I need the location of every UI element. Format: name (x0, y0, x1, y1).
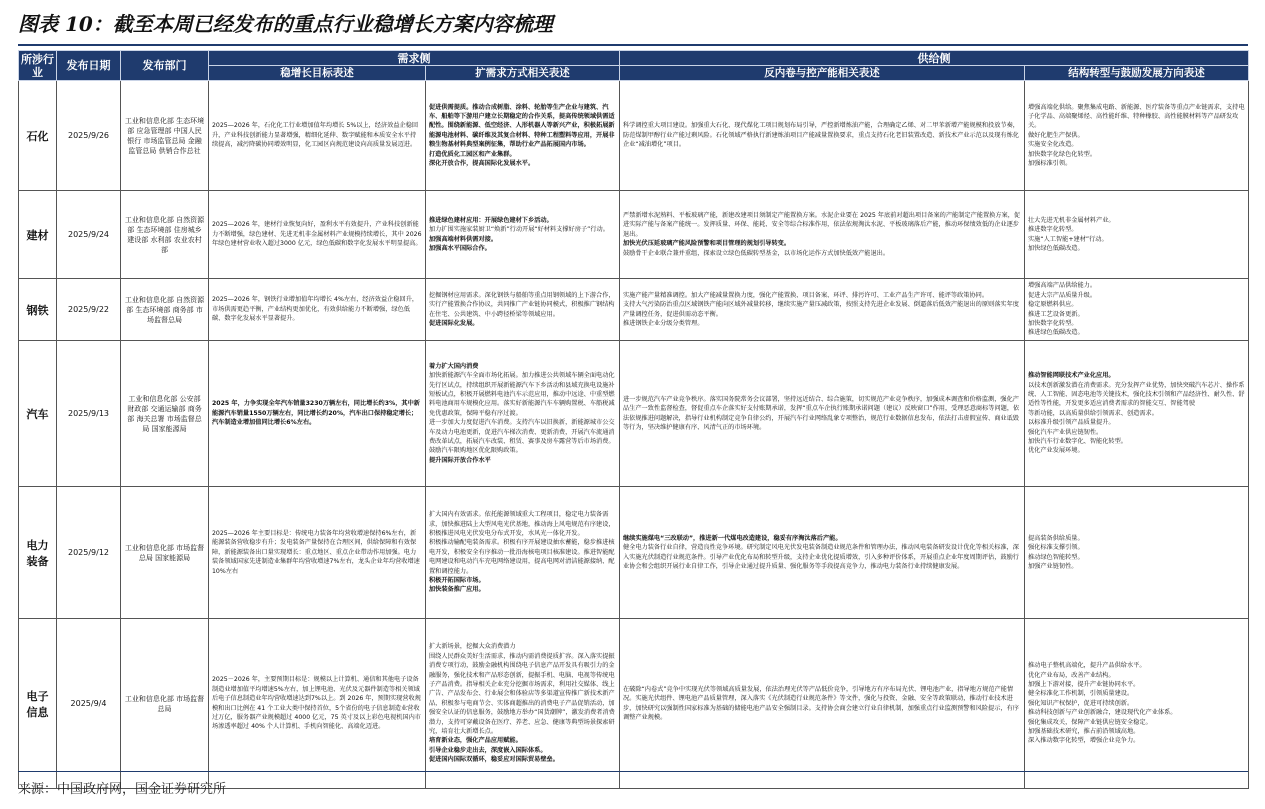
table-row (19, 341, 1249, 487)
industry-cell: 建材 (19, 191, 57, 279)
structure-text: 加快绿色低碳改造。 (1028, 244, 1084, 252)
target-text: 2025－2026 年，主要预期目标是：规模以上计算机、通信和其他电子设备制造业增加值平均增速5%左右，加上锂电池、光伏及元器件制造等相关领域后电子信息制造业年均营收增速达到7%以上。到 2026 年，预期实现营收规模和出口比例在 41 个工业大类中保持首位，5个省份的电子信息制造业营收过万亿，服务器产业规模超过 4000 亿元，75 英寸及以上彩色电视机国内市场渗透率超过 40% 个人计算机、手机向智能化、高端化迈进。 (212, 676, 421, 731)
industry-cell: 汽车 (19, 341, 57, 487)
structure-text: 强化标准支撑引领。 (1028, 544, 1084, 552)
expand-text: 引导企业稳步走出去，深度嵌入国际体系。 (429, 746, 547, 754)
header-anti: 反内卷与控产能相关表述 (620, 66, 1025, 81)
industry-cell: 电子信息 (19, 619, 57, 789)
anti-text: 加快光伏压延玻璃产能风险预警和项目管理的规划引导转变。 (623, 240, 791, 248)
anti-text: 鼓励骨干企业联合兼并重组，探索设立绿色低碳转型基金，以市场化运作方式加快低效产能退出。 (623, 249, 890, 257)
target-cell (209, 191, 426, 279)
dept-cell: 工业和信息化部 自然资源部 生态环境部 商务部 市场监督总局 (121, 279, 209, 341)
expand-text: 扩大新场景，挖掘大众消费潜力 (429, 643, 516, 651)
structure-text: 稳定原燃料供应。 (1028, 301, 1078, 309)
structure-text: 等新功能，以高质量供给引领需求、创造需求。 (1028, 409, 1158, 417)
anti-text: 支持大气污染防治重点区域钢铁产能向区域外减量转移，继续实施产量压减政策，按照支持先进企业发展、倒逼落后低效产能退出的原则落实年度产量调控任务，促进供需动态平衡。 (623, 301, 1019, 318)
anti-text: 继续实施煤电“三改联动”，推进新一代煤电改造建设，稳妥有序淘汰落后产能。 (623, 534, 842, 542)
target-cell (209, 341, 426, 487)
industry-cell: 电力装备 (19, 487, 57, 619)
structure-text: 实施安全化改造。 (1028, 141, 1078, 149)
structure-text: 以标准升级引领产品质量提升。 (1028, 419, 1115, 427)
structure-text: 加强基础技术研究，推占前沿领域高地。 (1028, 728, 1140, 736)
anti-cell (620, 279, 1025, 341)
target-cell (209, 279, 426, 341)
anti-text: 严禁新增水泥熟料、平板玻璃产能，新建改建项目须制定产能置换方案。水泥企业要在 2025 年底前对超出项目备案的产能制定产能置换方案，促进实际产能与备案产能统一。发挥质量、环保、能耗、安全等综合标准作用，依法依规淘汰水泥、平板玻璃落后产能，推动环保绩效低的企业逐步退出。 (623, 211, 1021, 238)
structure-text: 加强标准引领。 (1028, 160, 1072, 168)
structure-text: 加快数字化转型。 (1028, 319, 1078, 327)
structure-text: 优化产业布局，改善产业结构。 (1028, 671, 1115, 679)
date-cell: 2025/9/26 (57, 81, 121, 191)
expand-text: 提升国际开放合作水平 (429, 456, 491, 464)
target-text: 2025—2026 年，钢铁行业增加值年均增长 4%左右，经济效益企稳回升，市场供需更趋平衡，产业结构更加优化，有效供给能力不断增强，绿色低碳、数字化发展水平显著提升。 (212, 296, 419, 323)
anti-text: 推进钢铁企业分级分类管理。 (623, 319, 704, 327)
structure-text: 加快汽车行业数字化、智能化转型。 (1028, 438, 1127, 446)
anti-cell (620, 191, 1025, 279)
dept-cell: 工业和信息化部 市场监督总局 国家能源局 (121, 487, 209, 619)
structure-text: 健全标准化工作机制，引领质量建设。 (1028, 690, 1134, 698)
title-rule (18, 44, 1248, 46)
target-text: 2025 年，力争实现全年汽车销量3230万辆左右，同比增长约3%，其中新能源汽车销量1550万辆左右，同比增长约20%，汽车出口保持稳定增长；汽车制造业增加值同比增长6%左右。 (212, 400, 420, 427)
expand-text: 积极推动输配电装备需求。积极有序开展建设抽水蓄能，稳步推进核电开发，积极安全有序推动一批沿海核电项目核准建设。推进智能配电网建设和电动汽车充电网络建设用，提高电网对清洁能源接纳、配置和调控能力。 (429, 539, 615, 575)
anti-text: 进一步规范汽车产业竞争秩序。落实国务院常务会议部署，坚持远近结合、综合施策，切实规范产业竞争秩序，加强成本调查和价格监测，强化产品生产一致性监督检查，督促重点车企落实好支付账期承诺，发挥“重点车企执行账期承诺问题（建议）反映窗口”作用，受理恶意商标等问题，依法依规推进问题解决，指导行业机构制定竞争自律公约，开展汽车行业网络乱象专项整治，规范行业数据信息发布，依法打击虚假宣传、商业诋毁等行为，坚决维护健康有序、风清气正的市场环境。 (623, 395, 1020, 431)
expand-text: 进一步加大力度促进汽车消费。支持汽车以旧换新，新能源城市公交车及动力电池更新，促进汽车梯次消费、更新消费，开展汽车流通消费改革试点，拓展汽车改装、租赁、赛事及房车露营等后市场消费。鼓励汽车限购地区优化限购政策。 (429, 419, 615, 455)
structure-text: 壮大先进无机非金属材料产业。 (1028, 216, 1115, 224)
structure-cell (1025, 191, 1249, 279)
structure-text: 加强产业链韧性。 (1028, 562, 1078, 570)
expand-text: 加快新能源汽车全面市场化拓展。加力推进公共领域车辆全面电动化先行区试点，持续组织开展新能源汽车下乡活动和县域充换电设施补短板试点，积极开展燃料电池汽车示范应用，推动中远途、中重型燃料电池商用车规模化应用。落实好新能源汽车车辆购置税、车船税减免优惠政策，保障平稳有序过渡。 (429, 372, 615, 417)
industry-cell: 钢铁 (19, 279, 57, 341)
date-cell: 2025/9/12 (57, 487, 121, 619)
structure-text: 做好化肥生产保供。 (1028, 131, 1084, 139)
structure-text: 促进大宗产品质量升级。 (1028, 291, 1097, 299)
header-industry: 所涉行业 (19, 51, 57, 81)
header-expand: 扩需求方式相关表述 (426, 66, 620, 81)
structure-text: 实施“人工智能+建材”行动。 (1028, 235, 1108, 243)
target-text: 2025—2026 年，石化化工行业增加值年均增长 5%以上，经济效益企稳回升，产业科技创新能力显著增强，精细化延伸、数字赋能和本质安全水平持续提高，减污降碳协同增效明显，化工园区向规范建设向高质量发展迈进。 (212, 122, 419, 149)
expand-cell (426, 279, 620, 341)
source-note: 来源：中国政府网，国金证券研究所 (18, 782, 227, 797)
expand-cell (426, 487, 620, 619)
industry-cell: 石化 (19, 81, 57, 191)
table-row (19, 191, 1249, 279)
bottom-rule (18, 771, 1248, 772)
structure-text: 推进绿色低碳改造。 (1028, 329, 1084, 337)
anti-cell (620, 81, 1025, 191)
policy-table (18, 50, 1249, 789)
expand-text: 扩大国内有效需求。依托能源领域重大工程项目，稳定电力装备需求，加快推进陆上大型风电光伏基地，推动海上风电规范有序建设，积极推进风电光伏发电分布式开发，水风光一体化开发。 (429, 511, 615, 537)
anti-cell (620, 487, 1025, 619)
structure-text: 推进工艺设备更新。 (1028, 310, 1084, 318)
anti-cell (620, 619, 1025, 789)
expand-text: 积极开拓国际市场。 (429, 577, 485, 585)
structure-cell (1025, 341, 1249, 487)
dept-cell: 工业和信息化部 生态环境部 应急管理部 中国人民银行 市场监管总局 金融监管总局 供销合作总社 (121, 81, 209, 191)
structure-text: 强化汽车产业供应链韧性。 (1028, 428, 1103, 436)
structure-text: 推动智能网联技术产业化应用。 (1028, 372, 1115, 380)
expand-text: 推进绿色建材应用：开展绿色建材下乡活动。 (429, 216, 553, 224)
header-date: 发布日期 (57, 51, 121, 81)
date-cell: 2025/9/4 (57, 619, 121, 789)
expand-text: 挖掘钢材应用需求。深化钢铁与船舶等重点用钢领域的上下游合作，实行产能置换合作协议，共同推广产业链协同模式，积极推广钢结构在住宅、公共建筑、中小跨径桥梁等领域应用。 (429, 291, 615, 318)
structure-text: 增强高端化供给。聚焦集成电路、新能源、医疗装备等重点产业链需求，支持电子化学品、高端聚烯烃、高性能纤维、特种橡胶、高性能膜材料等产品研发攻关。 (1028, 103, 1245, 130)
header-target: 稳增长目标表述 (209, 66, 426, 81)
header-demand: 需求侧 (209, 51, 620, 66)
structure-text: 推动科技创新与产业创新融合，建设现代化产业体系。 (1028, 709, 1177, 717)
expand-text: 深化开放合作，提高国际化发展水平。 (429, 160, 535, 168)
expand-cell (426, 619, 620, 789)
expand-text: 加快装备推广应用。 (429, 586, 485, 594)
anti-text: 科学调控重大项目建设。加强重大石化、现代煤化工项目规划布局引导，严控新增炼油产能，合理确定乙烯、对二甲苯新增产能规模和投放节奏，防范煤制甲醇行业产能过剩风险。石化领域严格执行新建炼油项目产能减量置换要求，重点支持石化老旧装置改造、新技术产业示范以及现有炼化企业“减油增化”项目。 (623, 122, 1019, 149)
target-cell (209, 487, 426, 619)
header-supply: 供给侧 (620, 51, 1249, 66)
structure-text: 加快数字化绿色化转型。 (1028, 150, 1097, 158)
structure-text: 强化集成攻关，保障产业链供应链安全稳定。 (1028, 718, 1152, 726)
target-text: 2025—2026 年主要目标是：传统电力装备年均营收增速保持6%左右，新能源装备营收稳步有升；发电装备产量保持在合理区间，供给保障和有效保障，新能源装备出口量实现增长：重点地区、重点企业带动作用加强。电力装备领域国家先进制造业集群年均营收增速7%左右，龙头企业年均营收增速10%左右 (212, 529, 420, 575)
structure-text: 优化产业发展环境。 (1028, 447, 1084, 455)
anti-text: 在破除“内卷式”竞争中实现光伏等领域高质量发展，依法治理光伏等产品低价竞争，引导地方有序布局光伏、锂电池产业，指导地方规范产能情况。实施光伏组件、锂电池产品质量管理，深入落实《光伏制造行业规范条件》等文件，强化与投资、金融、安全等政策联动，推动行业技术进步，加快研究以强制性国家标准为基础的储能电池产品安全强制目录。支持协会商会建立行业自律机制，加强重点行业监测预警和风险提示，有序调整产业规模。 (623, 685, 1019, 721)
table-row (19, 279, 1249, 341)
structure-text: 增强高端产品供给能力。 (1028, 282, 1097, 290)
target-text: 2025—2026 年，建材行业恢复向好，盈利水平有效提升，产业科技创新能力不断增强，绿色建材、先进无机非金属材料产业规模持续增长，其中 2026 年绿色建材营业收入超过3000 亿元，绿色低碳和数字化发展水平明显提高。 (212, 221, 422, 248)
page-title: 图表 10：截至本周已经发布的重点行业稳增长方案内容梳理 (18, 12, 553, 36)
structure-text: 加强上下游对接，提升产业链协同水平。 (1028, 680, 1140, 688)
structure-text: 推进数字化转型。 (1028, 226, 1078, 234)
expand-cell (426, 81, 620, 191)
expand-text: 促进国际化发展。 (429, 319, 479, 327)
date-cell: 2025/9/24 (57, 191, 121, 279)
structure-text: 深入推动数字化转型，增强企业竞争力。 (1028, 737, 1140, 745)
expand-cell (426, 191, 620, 279)
structure-text: 推动绿色智能转型。 (1028, 553, 1084, 561)
structure-text: 提高装备供给质量。 (1028, 534, 1084, 542)
date-cell: 2025/9/13 (57, 341, 121, 487)
header-dept: 发布部门 (121, 51, 209, 81)
expand-text: 加强高端材料供需对接。 (429, 235, 498, 243)
date-cell: 2025/9/22 (57, 279, 121, 341)
expand-text: 促进供需提质。推动合成树脂、涂料、轮胎等生产企业与建筑、汽车、船舶等下游用户建立长期稳定的合作关系，提高传统领域供需适配性。围绕新能源、低空经济、人形机器人等新兴产业，积极拓展新能源电池材料、碳纤维及其复合材料、特种工程塑料等应用，开展非粮生物基材料典型案例征集，帮助行业产品拓展国内市场。 (429, 103, 615, 149)
expand-text: 加力扩围实施家装厨卫“焕新”行动开展“好材料支撑好房子”行动。 (429, 226, 609, 234)
structure-text: 推动电子整机高端化，提升产品供给水平。 (1028, 662, 1146, 670)
table-row (19, 619, 1249, 789)
expand-text: 培育新业态，强化产品应用赋能。 (429, 737, 522, 745)
structure-text: 强化知识产权保护，促进可持续创新。 (1028, 699, 1134, 707)
dept-cell: 工业和信息化部 公安部 财政部 交通运输部 商务部 海关总署 市场监督总局 国家能源局 (121, 341, 209, 487)
expand-text: 打造优质化工园区和产业集群。 (429, 150, 516, 158)
table-row (19, 81, 1249, 191)
expand-text: 促进国内国际双循环，稳妥应对国际贸易壁垒。 (429, 756, 559, 764)
dept-cell: 工业和信息化部 自然资源部 生态环境部 住房城乡建设部 水利部 农业农村部 (121, 191, 209, 279)
structure-text: 以技术创新激发潜在消费需求。充分发挥产业优势，加快突破汽车芯片、操作系统、人工智能、固态电池等关键技术，强化技术引领和产品经济性、耐久性、舒适性等性能，开发更多适应消费者需求的智能交互、智能驾驶 (1028, 381, 1245, 408)
structure-cell (1025, 81, 1249, 191)
anti-text: 实施产能产量精准调控。加大产能减量置换力度，强化产能置换、项目备案、环评、排污许可、工业产品生产许可、能评等政策协同。 (623, 291, 989, 299)
expand-text: 围绕人民群众美好生活需求，推动内需消费提质扩容。深入落实提振消费专项行动，鼓励金融机构围绕电子信息产品开发具有吸引力的金融服务，强化技术和产品形态创新，提振手机、电脑、电视等传统电子产品消费。指导相关企业充分挖掘市场需求，利用社交媒体、线上广告、产品发布会、行业展会和体验店等多渠道宣传推广新技术新产品，积极参与电商节会、实体商超推出的消费电子产品促销活动，加强安全认证的信息服务，鼓励地方举办“国货潮牌”，激发消费者消费潜力，支持可穿戴设备在医疗、养老、应急、健康等典型场景探索研究，培育壮大新增长点。 (429, 652, 615, 736)
expand-cell (426, 341, 620, 487)
structure-cell (1025, 619, 1249, 789)
target-cell (209, 81, 426, 191)
table-row (19, 487, 1249, 619)
dept-cell: 工业和信息化部 市场监督总局 (121, 619, 209, 789)
structure-cell (1025, 487, 1249, 619)
anti-text: 健全电力装备行业自律，营造良性竞争环境。研究制定风电光伏发电装备制造业规范条件和管理办法，推动风电装备研发设计优化等相关标准，深入实施光伏制造行业规范条件。引导产业优化布局和转型升级，支持企业优化提质增效，引入多种评价体系，开展重点企业年度周期评估，鼓励行业协会和会组织开展行业自律工作，引导企业通过提升质量、强化服务等手段提高竞争力，推动电力装备行业持续健康发展。 (623, 544, 1019, 570)
structure-cell (1025, 279, 1249, 341)
header-structure: 结构转型与鼓励发展方向表述 (1025, 66, 1249, 81)
anti-cell (620, 341, 1025, 487)
expand-text: 加强高水平国际合作。 (429, 244, 491, 252)
target-cell (209, 619, 426, 789)
expand-text: 着力扩大国内消费 (429, 362, 479, 370)
